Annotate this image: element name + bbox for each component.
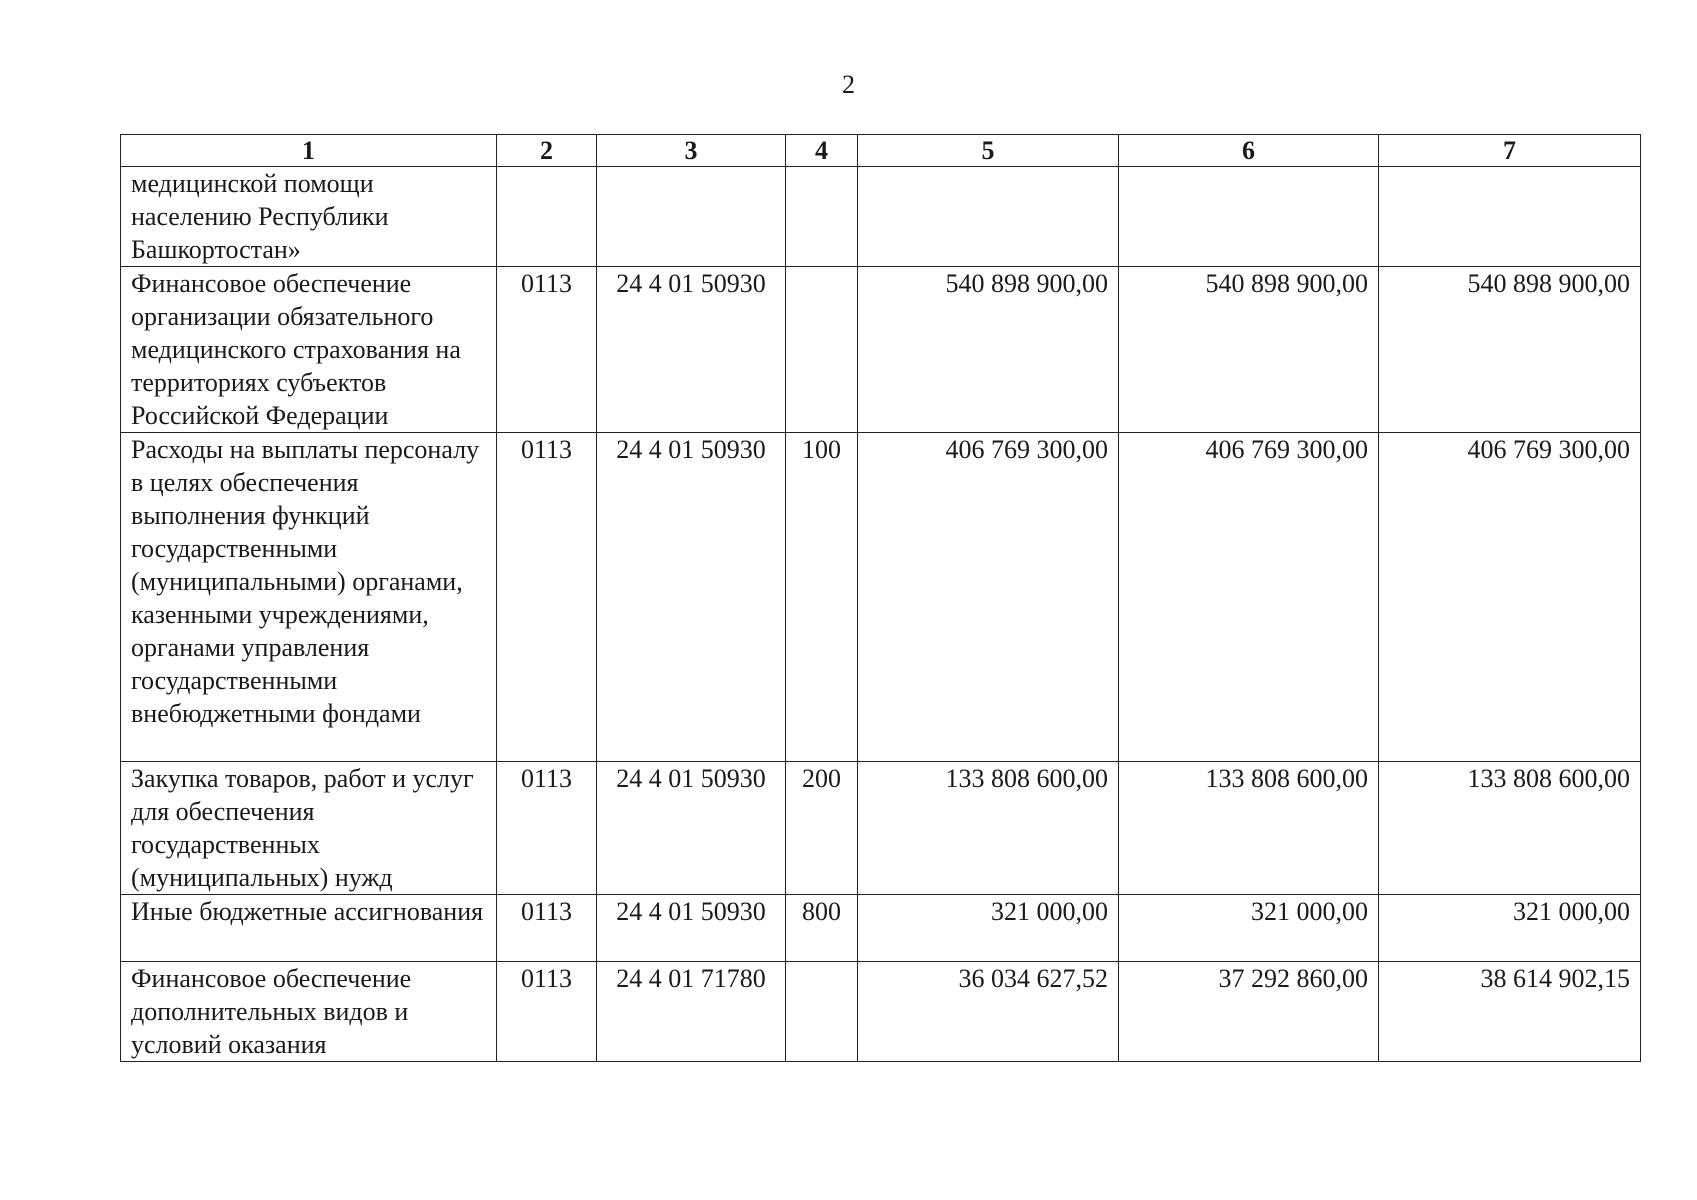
section-code: 0113: [497, 433, 597, 762]
column-header: 1: [121, 135, 497, 167]
expense-type: 800: [786, 895, 858, 962]
expense-type: [786, 267, 858, 433]
target-code: 24 4 01 50930: [597, 433, 786, 762]
table-row: [121, 962, 1641, 1062]
amount-col6: 540 898 900,00: [1119, 267, 1379, 433]
row-name: Закупка товаров, работ и услуг для обеспечения государственных (муниципальных) нужд: [121, 762, 497, 895]
column-header: 6: [1119, 135, 1379, 167]
amount-col6: 133 808 600,00: [1119, 762, 1379, 895]
table-row: [121, 433, 1641, 762]
amount-col5: 321 000,00: [858, 895, 1119, 962]
amount-col6: [1119, 167, 1379, 267]
amount-col7: 38 614 902,15: [1379, 962, 1641, 1062]
amount-col5: [858, 167, 1119, 267]
section-code: 0113: [497, 895, 597, 962]
row-name: Иные бюджетные ассигнования: [121, 895, 497, 962]
row-name: медицинской помощи населению Республики Башкортостан»: [121, 167, 497, 267]
table-row: [121, 267, 1641, 433]
expense-type: [786, 167, 858, 267]
amount-col5: 406 769 300,00: [858, 433, 1119, 762]
target-code: 24 4 01 50930: [597, 762, 786, 895]
target-code: 24 4 01 50930: [597, 895, 786, 962]
column-header: 3: [597, 135, 786, 167]
amount-col7: 540 898 900,00: [1379, 267, 1641, 433]
column-header: 7: [1379, 135, 1641, 167]
section-code: 0113: [497, 267, 597, 433]
amount-col7: 321 000,00: [1379, 895, 1641, 962]
header-row: [121, 135, 1641, 167]
amount-col6: 406 769 300,00: [1119, 433, 1379, 762]
amount-col6: 37 292 860,00: [1119, 962, 1379, 1062]
amount-col7: 133 808 600,00: [1379, 762, 1641, 895]
table-row: [121, 762, 1641, 895]
target-code: 24 4 01 71780: [597, 962, 786, 1062]
amount-col7: [1379, 167, 1641, 267]
amount-col7: 406 769 300,00: [1379, 433, 1641, 762]
amount-col6: 321 000,00: [1119, 895, 1379, 962]
row-name: Финансовое обеспечение организации обязательного медицинского страхования на территориях субъектов Российской Федерации: [121, 267, 497, 433]
expense-type: 100: [786, 433, 858, 762]
row-name: Финансовое обеспечение дополнительных видов и условий оказания: [121, 962, 497, 1062]
target-code: [597, 167, 786, 267]
section-code: [497, 167, 597, 267]
section-code: 0113: [497, 762, 597, 895]
table-row: [121, 167, 1641, 267]
table-row: [121, 895, 1641, 962]
page-number: 2: [842, 70, 855, 99]
expense-type: [786, 962, 858, 1062]
target-code: 24 4 01 50930: [597, 267, 786, 433]
column-header: 5: [858, 135, 1119, 167]
amount-col5: 133 808 600,00: [858, 762, 1119, 895]
amount-col5: 540 898 900,00: [858, 267, 1119, 433]
column-header: 2: [497, 135, 597, 167]
row-name: Расходы на выплаты персоналу в целях обеспечения выполнения функций государственными (муниципальными) органами, казенными учреждениями, органами управления государственными внебюджетными фондами: [121, 433, 497, 762]
budget-table: [120, 134, 1641, 1062]
amount-col5: 36 034 627,52: [858, 962, 1119, 1062]
expense-type: 200: [786, 762, 858, 895]
section-code: 0113: [497, 962, 597, 1062]
column-header: 4: [786, 135, 858, 167]
